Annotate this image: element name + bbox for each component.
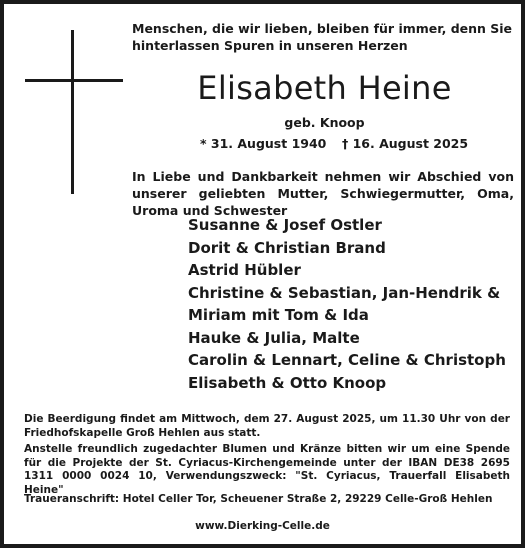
- mourning-address: Traueranschrift: Hotel Celler Tor, Scheuener Straße 2, 29229 Celle-Groß Hehlen: [24, 493, 493, 505]
- cross-icon-horizontal-beam: [25, 79, 123, 82]
- mourner-entry: Christine & Sebastian, Jan-Hendrik & Miriam mit Tom & Ida: [188, 283, 501, 324]
- funeral-details: Die Beerdigung findet am Mittwoch, dem 27. August 2025, um 11.30 Uhr von der Friedhofskapelle Groß Hehlen aus statt.: [24, 413, 510, 439]
- mourners-list: [188, 214, 518, 394]
- donation-request: Anstelle freundlich zugedachter Blumen und Kränze bitten wir um eine Spende für die Projekte der St. Cyriacus-Kirchengemeinde unter der IBAN DE38 2695 1311 0000 0024 10, Verwendungszweck: "St. Cyriacus, Trauerfall Elisabeth Heine": [24, 443, 510, 496]
- farewell-text: In Liebe und Dankbarkeit nehmen wir Abschied von unserer geliebten Mutter, Schwiegermutter, Oma, Uroma und Schwester: [132, 169, 514, 218]
- deceased-name: Elisabeth Heine: [197, 69, 452, 107]
- mourner-entry: Hauke & Julia, Malte: [188, 328, 360, 347]
- funeral-home-website: www.Dierking-Celle.de: [195, 520, 330, 532]
- death-date: † 16. August 2025: [342, 136, 469, 151]
- maiden-name: geb. Knoop: [284, 115, 365, 130]
- mourner-entry: Carolin & Lennart, Celine & Christoph: [188, 351, 506, 369]
- birth-date: * 31. August 1940: [200, 136, 327, 151]
- epitaph-quote: Menschen, die wir lieben, bleiben für immer, denn Sie hinterlassen Spuren in unseren Herzen: [132, 21, 513, 53]
- mourner-entry: Susanne & Josef Ostler: [188, 216, 382, 234]
- mourner-entry: Dorit & Christian Brand: [188, 238, 386, 257]
- mourner-entry: Elisabeth & Otto Knoop: [188, 373, 387, 392]
- mourner-entry: Astrid Hübler: [188, 261, 301, 279]
- cross-icon-vertical-beam: [71, 30, 74, 194]
